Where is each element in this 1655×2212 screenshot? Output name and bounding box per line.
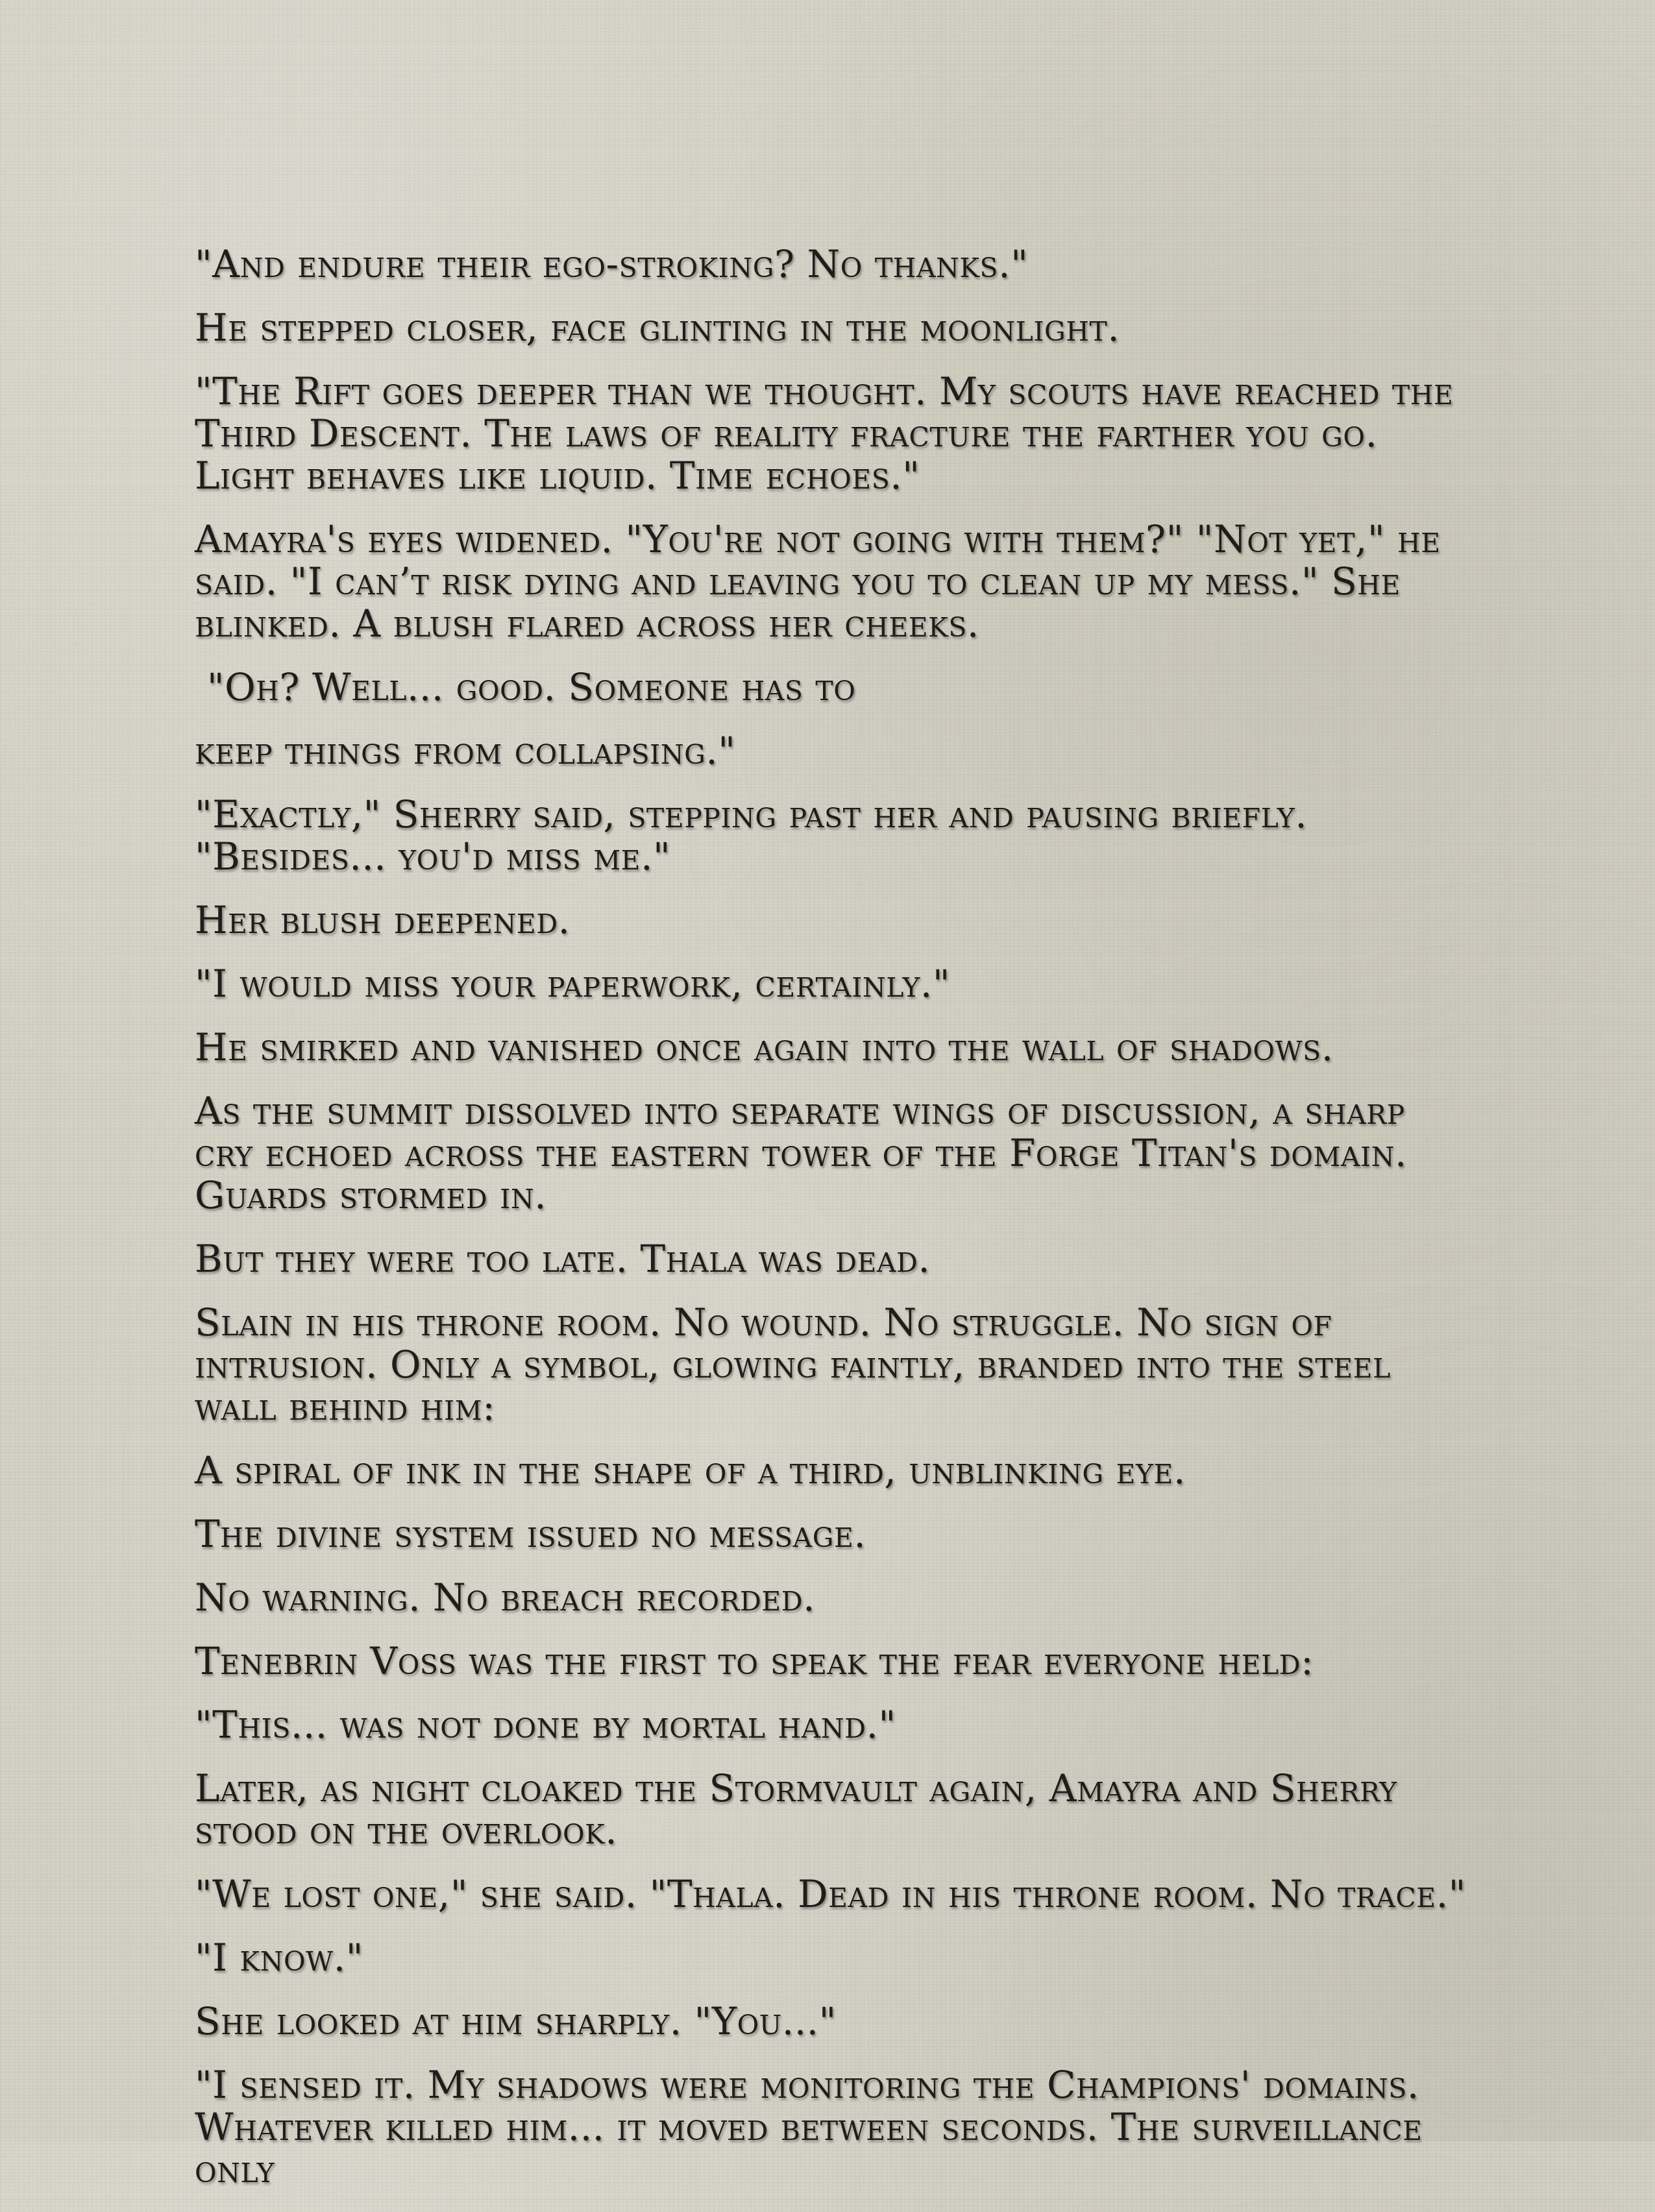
paragraph-20: "We lost one," she said. "Thala. Dead in his throne room. No trace." xyxy=(195,1872,1466,1916)
paragraph-9: "I would miss your paperwork, certainly." xyxy=(195,962,951,1006)
paragraph-6: keep things from collapsing." xyxy=(195,729,736,773)
paragraph-1: "And endure their ego-stroking? No thanks." xyxy=(195,242,1029,286)
paragraph-5: "Oh? Well... good. Someone has to xyxy=(195,665,856,709)
page-body xyxy=(195,243,1467,2212)
paragraph-3: "The Rift goes deeper than we thought. My scouts have reached the Third Descent. The laws of reality fracture the farther you go. Light behaves like liquid. Time echoes." xyxy=(195,369,1454,498)
paragraph-8: Her blush deepened. xyxy=(195,898,570,942)
paragraph-18: "This... was not done by mortal hand." xyxy=(195,1703,896,1747)
paragraph-4: Amayra's eyes widened. "You're not going with them?" "Not yet," he said. "I can’t risk dying and leaving you to clean up my mess." She blinked. A blush flared across her cheeks. xyxy=(195,517,1441,646)
paragraph-22: She looked at him sharply. "You..." xyxy=(195,1999,837,2043)
paragraph-15: The divine system issued no message. xyxy=(195,1512,866,1556)
paragraph-23: "I sensed it. My shadows were monitoring the Champions' domains. Whatever killed him... it moved between seconds. The surveillance only xyxy=(195,2063,1423,2191)
paragraph-21: "I know." xyxy=(195,1936,363,1980)
paragraph-2: He stepped closer, face glinting in the moonlight. xyxy=(195,306,1120,350)
paragraph-17: Tenebrin Voss was the first to speak the fear everyone held: xyxy=(195,1639,1314,1683)
paragraph-10: He smirked and vanished once again into the wall of shadows. xyxy=(195,1025,1334,1069)
paragraph-7: "Exactly," Sherry said, stepping past her and pausing briefly. "Besides... you'd miss me." xyxy=(195,792,1308,879)
paragraph-19: Later, as night cloaked the Stormvault again, Amayra and Sherry stood on the overlook. xyxy=(195,1766,1397,1853)
paragraph-16: No warning. No breach recorded. xyxy=(195,1575,816,1620)
paragraph-11: As the summit dissolved into separate wings of discussion, a sharp cry echoed across the eastern tower of the Forge Titan's domain. Guards stormed in. xyxy=(195,1089,1407,1217)
paragraph-12: But they were too late. Thala was dead. xyxy=(195,1237,931,1281)
paragraph-14: A spiral of ink in the shape of a third, unblinking eye. xyxy=(195,1448,1186,1492)
paragraph-13: Slain in his throne room. No wound. No struggle. No sign of intrusion. Only a symbol, glowing faintly, branded into the steel wall behind him: xyxy=(195,1300,1391,1429)
